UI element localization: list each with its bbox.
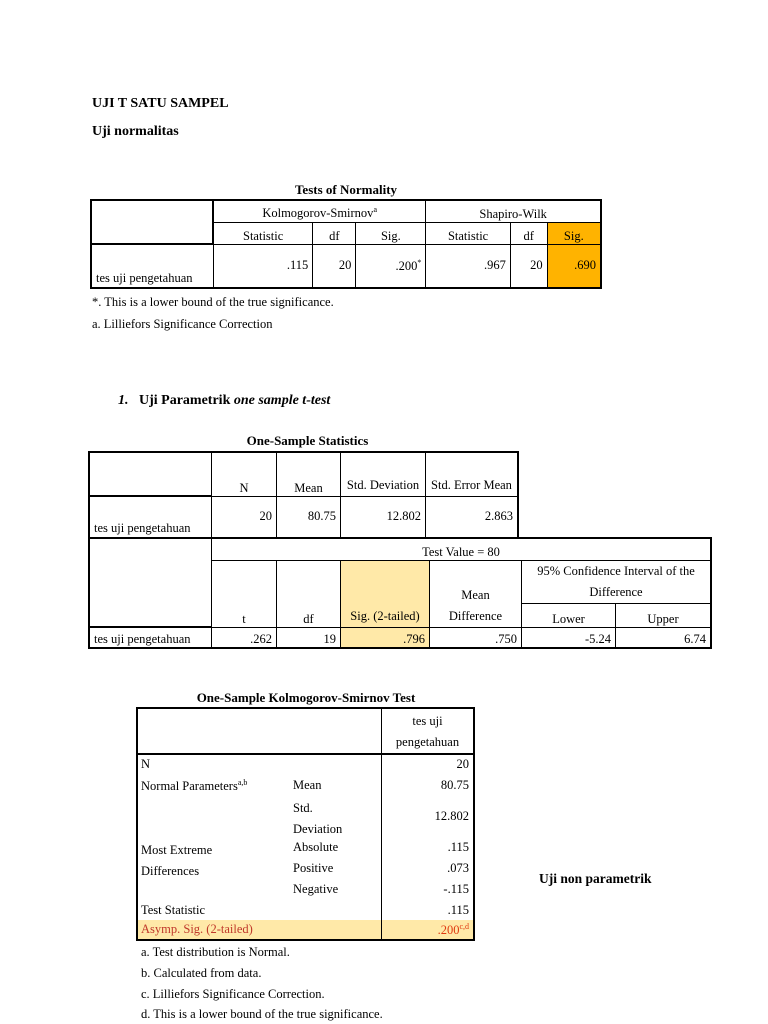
normality-title: Tests of Normality xyxy=(294,182,398,197)
cell-value: .967 xyxy=(426,244,510,288)
ks-footnote: a. Test distribution is Normal. xyxy=(141,945,290,959)
cell-value: .750 xyxy=(430,627,522,648)
col-header: Sig. xyxy=(356,222,426,244)
ks-value-positive: .073 xyxy=(447,861,469,875)
cell-value: 20 xyxy=(510,244,547,288)
cell-value: 6.74 xyxy=(616,627,712,648)
ks-label-positive: Positive xyxy=(293,861,334,875)
ks-col-header: tes uji pengetahuan xyxy=(395,714,460,749)
col-header-sig-highlight: Sig. (2-tailed) xyxy=(341,560,430,627)
ks-group-header: Kolmogorov-Smirnov$^a$ xyxy=(213,200,426,222)
test-value-header: Test Value = 80 xyxy=(212,538,712,560)
col-header: Statistic xyxy=(213,222,313,244)
col-header: Std. Error Mean xyxy=(426,452,519,496)
ks-value-negative: -.115 xyxy=(443,882,469,896)
cell-value: 20 xyxy=(313,244,356,288)
ks-label-normal-params: Normal Parameters$^{a,b}$ xyxy=(141,778,248,794)
cell-value: .262 xyxy=(212,627,277,648)
ks-value-sd: 12.802 xyxy=(434,809,469,823)
cell-value: 12.802 xyxy=(341,496,426,538)
ks-value-test-statistic: .115 xyxy=(447,903,469,917)
normality-table xyxy=(90,199,602,289)
col-header: Mean xyxy=(277,452,341,496)
cell-value: .115 xyxy=(213,244,313,288)
footnote: *. This is a lower bound of the true significance. xyxy=(92,295,334,309)
empty-corner xyxy=(89,452,212,496)
row-label: tes uji pengetahuan xyxy=(89,496,212,538)
ks-label-sd: Std. Deviation xyxy=(293,801,343,836)
ks-label-n: N xyxy=(141,757,151,771)
row-label: tes uji pengetahuan xyxy=(91,244,213,288)
stats-title: One-Sample Statistics xyxy=(246,433,369,448)
ks-label-negative: Negative xyxy=(293,882,339,896)
cell-value: -5.24 xyxy=(522,627,616,648)
col-header: df xyxy=(277,560,341,627)
ks-label-absolute: Absolute xyxy=(293,840,339,854)
col-header: t xyxy=(212,560,277,627)
cell-value: .200* xyxy=(356,244,426,288)
ks-label-asym-sig: Asymp. Sig. (2-tailed) xyxy=(141,922,253,936)
row-label: tes uji pengetahuan xyxy=(89,627,212,648)
section-heading: 1. Uji Parametrik one sample t-test xyxy=(118,393,331,408)
ks-value-n: 20 xyxy=(456,757,469,771)
ks-value-asym-sig: .200$^{c,d}$ xyxy=(437,922,469,938)
footnote: a. Lilliefors Significance Correction xyxy=(92,317,273,331)
col-header: Std. Deviation xyxy=(341,452,426,496)
ks-label-mean: Mean xyxy=(293,778,322,792)
col-header: Statistic xyxy=(426,222,510,244)
cell-value-highlight: .796 xyxy=(341,627,430,648)
ks-table xyxy=(136,707,475,941)
nonparam-label: Uji non parametrik xyxy=(539,871,652,886)
col-header: N xyxy=(212,452,277,496)
cell-value-highlight: .690 xyxy=(547,244,601,288)
col-header: Mean Difference xyxy=(430,560,522,627)
col-header-sig-highlight: Sig. xyxy=(547,222,601,244)
ks-label-most-extreme: Most Extreme Differences xyxy=(141,843,213,878)
cell-value: 2.863 xyxy=(426,496,519,538)
col-header: Lower xyxy=(522,603,616,627)
ks-footnote: c. Lilliefors Significance Correction. xyxy=(141,987,325,1001)
ttest-table xyxy=(88,537,712,649)
col-header: Upper xyxy=(616,603,712,627)
empty-corner xyxy=(89,538,212,627)
page-heading: UJI T SATU SAMPEL xyxy=(92,96,229,111)
page-subheading: Uji normalitas xyxy=(92,124,179,139)
stats-table xyxy=(88,451,519,539)
ks-title: One-Sample Kolmogorov-Smirnov Test xyxy=(196,690,416,705)
cell-value: 20 xyxy=(212,496,277,538)
col-header: df xyxy=(313,222,356,244)
sw-group-header: Shapiro-Wilk xyxy=(426,200,601,222)
ks-value-absolute: .115 xyxy=(447,840,469,854)
empty-corner xyxy=(91,200,213,244)
ks-footnote: b. Calculated from data. xyxy=(141,966,262,980)
col-header: df xyxy=(510,222,547,244)
ci-header: 95% Confidence Interval of the Difference xyxy=(522,560,712,603)
ks-label-test-statistic: Test Statistic xyxy=(141,903,206,917)
ks-footnote: d. This is a lower bound of the true significance. xyxy=(141,1007,383,1021)
ks-value-mean: 80.75 xyxy=(440,778,469,792)
cell-value: 80.75 xyxy=(277,496,341,538)
cell-value: 19 xyxy=(277,627,341,648)
